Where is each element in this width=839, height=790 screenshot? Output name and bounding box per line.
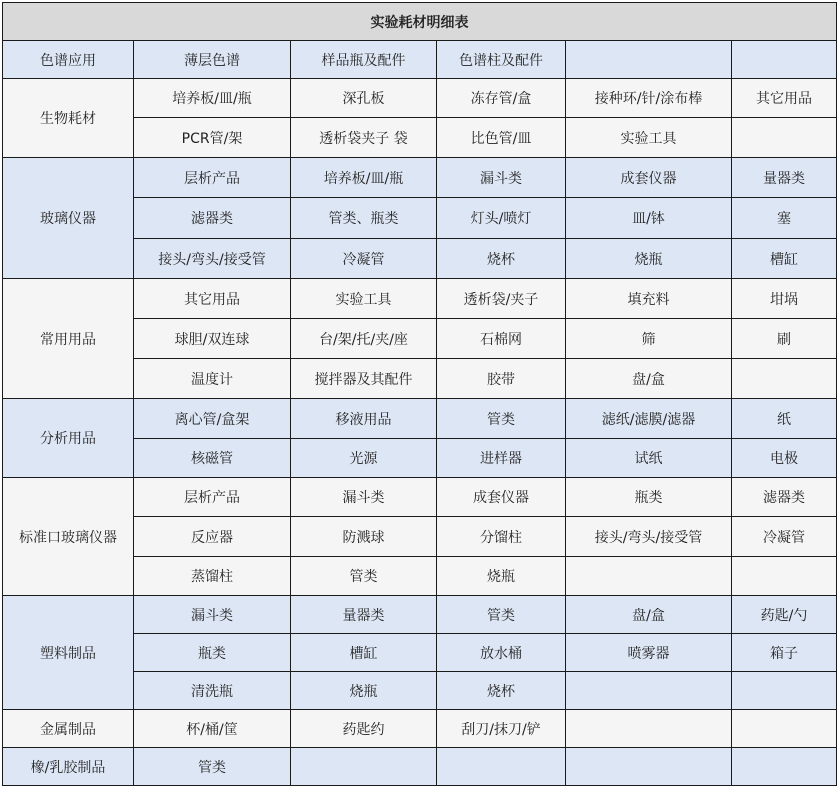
table-row (3, 79, 837, 118)
item-cell: 放水桶 (437, 634, 566, 672)
item-cell: 坩埚 (732, 279, 837, 319)
category-cell: 塑料制品 (3, 596, 134, 710)
category-cell: 金属制品 (3, 710, 134, 748)
table-title: 实验耗材明细表 (3, 3, 837, 41)
item-cell: 蒸馏柱 (134, 557, 291, 596)
item-cell: 成套仪器 (566, 158, 732, 198)
item-cell (566, 557, 732, 596)
item-cell: 温度计 (134, 359, 291, 399)
item-cell: 搅拌器及其配件 (291, 359, 437, 399)
item-cell: 移液用品 (291, 399, 437, 439)
item-cell: 管类、瓶类 (291, 198, 437, 239)
item-cell (566, 672, 732, 710)
item-cell: 反应器 (134, 517, 291, 557)
item-cell: 离心管/盒架 (134, 399, 291, 439)
item-cell: 烧杯 (437, 239, 566, 279)
item-cell: 成套仪器 (437, 478, 566, 517)
table-row (3, 596, 837, 634)
item-cell: 石棉网 (437, 319, 566, 359)
item-cell: 纸 (732, 399, 837, 439)
item-cell: 量器类 (291, 596, 437, 634)
item-cell: 管类 (437, 596, 566, 634)
item-cell: 其它用品 (134, 279, 291, 319)
item-cell: PCR管/架 (134, 118, 291, 158)
item-cell (566, 41, 732, 79)
table-row (3, 710, 837, 748)
item-cell: 透析袋/夹子 (437, 279, 566, 319)
item-cell: 色谱柱及配件 (437, 41, 566, 79)
item-cell: 薄层色谱 (134, 41, 291, 79)
item-cell: 冷凝管 (732, 517, 837, 557)
item-cell: 滤器类 (134, 198, 291, 239)
item-cell (732, 118, 837, 158)
item-cell: 漏斗类 (291, 478, 437, 517)
item-cell: 透析袋夹子 袋 (291, 118, 437, 158)
item-cell: 培养板/皿/瓶 (134, 79, 291, 118)
table-row (3, 158, 837, 198)
item-cell: 杯/桶/筐 (134, 710, 291, 748)
table-row (3, 279, 837, 319)
item-cell: 烧瓶 (566, 239, 732, 279)
item-cell: 药匙约 (291, 710, 437, 748)
category-cell: 标准口玻璃仪器 (3, 478, 134, 596)
item-cell: 量器类 (732, 158, 837, 198)
item-cell: 烧瓶 (291, 672, 437, 710)
item-cell: 接头/弯头/接受管 (134, 239, 291, 279)
table-row (3, 478, 837, 517)
item-cell: 槽缸 (291, 634, 437, 672)
item-cell: 比色管/皿 (437, 118, 566, 158)
item-cell: 漏斗类 (134, 596, 291, 634)
item-cell (732, 748, 837, 786)
item-cell: 层析产品 (134, 158, 291, 198)
item-cell: 皿/钵 (566, 198, 732, 239)
item-cell (732, 359, 837, 399)
item-cell (437, 748, 566, 786)
item-cell: 管类 (291, 557, 437, 596)
item-cell: 实验工具 (566, 118, 732, 158)
item-cell (566, 710, 732, 748)
consumables-table (2, 2, 837, 786)
item-cell: 其它用品 (732, 79, 837, 118)
item-cell: 管类 (437, 399, 566, 439)
category-cell: 橡/乳胶制品 (3, 748, 134, 786)
item-cell: 填充料 (566, 279, 732, 319)
item-cell: 刷 (732, 319, 837, 359)
category-cell: 玻璃仪器 (3, 158, 134, 279)
item-cell (566, 748, 732, 786)
item-cell: 漏斗类 (437, 158, 566, 198)
item-cell: 冷凝管 (291, 239, 437, 279)
item-cell: 喷雾器 (566, 634, 732, 672)
item-cell: 实验工具 (291, 279, 437, 319)
item-cell: 刮刀/抹刀/铲 (437, 710, 566, 748)
item-cell: 烧瓶 (437, 557, 566, 596)
item-cell: 筛 (566, 319, 732, 359)
item-cell: 层析产品 (134, 478, 291, 517)
item-cell: 盘/盒 (566, 596, 732, 634)
item-cell: 胶带 (437, 359, 566, 399)
item-cell (732, 557, 837, 596)
item-cell (291, 748, 437, 786)
item-cell: 管类 (134, 748, 291, 786)
item-cell: 深孔板 (291, 79, 437, 118)
item-cell: 瓶类 (566, 478, 732, 517)
item-cell: 球胆/双连球 (134, 319, 291, 359)
item-cell: 箱子 (732, 634, 837, 672)
category-cell: 色谱应用 (3, 41, 134, 79)
item-cell: 清洗瓶 (134, 672, 291, 710)
category-cell: 常用用品 (3, 279, 134, 399)
item-cell: 样品瓶及配件 (291, 41, 437, 79)
item-cell (732, 672, 837, 710)
item-cell: 防溅球 (291, 517, 437, 557)
item-cell: 瓶类 (134, 634, 291, 672)
item-cell: 接头/弯头/接受管 (566, 517, 732, 557)
item-cell: 槽缸 (732, 239, 837, 279)
item-cell: 烧杯 (437, 672, 566, 710)
item-cell: 灯头/喷灯 (437, 198, 566, 239)
item-cell: 滤纸/滤膜/滤器 (566, 399, 732, 439)
table-row (3, 399, 837, 439)
item-cell: 台/架/托/夹/座 (291, 319, 437, 359)
item-cell: 分馏柱 (437, 517, 566, 557)
item-cell: 滤器类 (732, 478, 837, 517)
item-cell: 药匙/勺 (732, 596, 837, 634)
item-cell: 冻存管/盒 (437, 79, 566, 118)
item-cell: 培养板/皿/瓶 (291, 158, 437, 198)
item-cell: 塞 (732, 198, 837, 239)
item-cell: 电极 (732, 439, 837, 478)
item-cell: 试纸 (566, 439, 732, 478)
item-cell: 盘/盒 (566, 359, 732, 399)
item-cell (732, 41, 837, 79)
category-cell: 生物耗材 (3, 79, 134, 158)
item-cell: 进样器 (437, 439, 566, 478)
category-cell: 分析用品 (3, 399, 134, 478)
table-row (3, 41, 837, 79)
item-cell: 光源 (291, 439, 437, 478)
item-cell: 接种环/针/涂布棒 (566, 79, 732, 118)
table-row (3, 748, 837, 786)
item-cell: 核磁管 (134, 439, 291, 478)
item-cell (732, 710, 837, 748)
